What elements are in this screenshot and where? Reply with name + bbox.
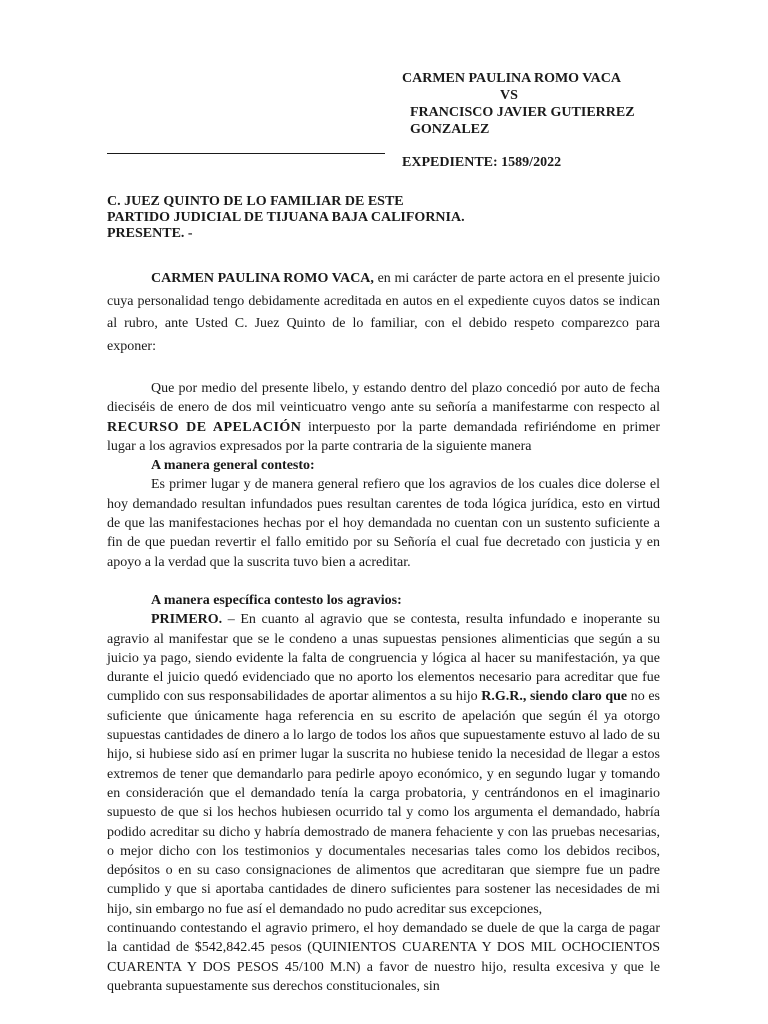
paragraph-general (107, 475, 660, 571)
addressee-line3: PRESENTE. - (107, 226, 193, 241)
paragraph-continuando: continuando contestando el agravio primero, el hoy demandado se duele de que la carga de pagar la cantidad de $542,842.45 pesos (QUINIENTOS CUARENTA Y DOS MIL OCHOCIENTOS CUARENTA Y DOS PESOS 45/100 M.N) a favor de nuestro hijo, resulta excesiva y que le quebranta supuestamente sus derechos constitucionales, sin (107, 921, 660, 994)
rgr-label: R.G.R., siendo claro que (481, 689, 628, 705)
paragraph-primero-text-a: – En cuanto al agravio que se contesta, resulta infundado e inoperante su agravio al manifestar que se le condeno a unas supuestas pensiones alimenticias que según a su juicio ya pago, siendo evidente la falta de congruencia y lógica al hacer su manifestación, ya que durante el juicio quedó evidenciado que no aporto los elementos necesario para acreditar que fue cumplido con sus responsabilidades de aportar alimentos a su hijo (107, 612, 660, 705)
paragraph-recurso-text-a: Que por medio del presente libelo, y estando dentro del plazo concedió por auto de fecha dieciséis de enero de dos mil veinticuatro vengo ante su señoría a manifestarme con respecto al (107, 381, 660, 416)
addressee-line1: C. JUEZ QUINTO DE LO FAMILIAR DE ESTE (107, 194, 404, 209)
addressee-block (107, 194, 465, 242)
spacer (107, 572, 660, 591)
paragraph-general-text: Es primer lugar y de manera general refiero que los agravios de los cuales dice dolerse el hoy demandado resultan infundados pues resultan carentes de toda lógica jurídica, esto en virtud de que las manifestaciones hechas por el hoy demandada no cuentan con un sustento suficiente a fin de que puedan revertir el fallo emitido por su Señoría el cual fue decretado con justicia y en apoyo a la verdad que la suscrita tuvo bien a acreditar. (107, 477, 660, 570)
defendant-name-line2: GONZALEZ (410, 122, 490, 137)
plaintiff-name: CARMEN PAULINA ROMO VACA (402, 71, 621, 86)
heading-especifica: A manera específica contesto los agravios: (151, 592, 402, 608)
versus-label: VS (500, 88, 518, 103)
paragraph-recurso (107, 379, 660, 456)
primero-label: PRIMERO. (151, 612, 223, 628)
recurso-apelacion-label: RECURSO DE APELACIÓN (107, 419, 302, 435)
case-number: EXPEDIENTE: 1589/2022 (402, 155, 562, 170)
paragraph-primero (107, 610, 660, 919)
intro-name: CARMEN PAULINA ROMO VACA, (151, 271, 374, 286)
case-parties (402, 70, 635, 138)
body-section (107, 379, 660, 996)
addressee-line2: PARTIDO JUDICIAL DE TIJUANA BAJA CALIFORNIA. (107, 210, 465, 225)
intro-text: en mi carácter de parte actora en el presente juicio cuya personalidad tengo debidamente acreditada en autos en el expediente cuyos datos se indican al rubro, ante Usted C. Juez Quinto de lo familiar, con el debido respeto comparezco para exponer: (107, 271, 660, 354)
intro-paragraph (107, 268, 660, 358)
paragraph-primero-text-b: no es suficiente que únicamente haga referencia en su escrito de apelación que según él ya otorgo supuestas cantidades de dinero a lo largo de todos los años que supuestamente estuvo al lado de su hijo, si hubiese sido así en primer lugar la suscrita no hubiese tenido la necesidad de llegar a estos extremos de tener que demandarlo para pedirle apoyo económico, y en segundo lugar y tomando en consideración que el demandado tenía la carga probatoria, y centrándonos en el imaginario supuesto de que si los hechos hubiesen ocurrido tal y como los argumenta el demandado, habría podido acreditar su dicho y habría demostrado de manera fehaciente y con las pruebas necesarias, o mejor dicho con los testimonios y documentales necesarias tales como los debidos recibos, depósitos o en su caso consignaciones de alimentos que acreditaran que siempre fue un padre cumplido y que si aportaba cantidades de dinero suficientes para sostener las necesidades de mi hijo, sin embargo no fue así el demandado no pudo acreditar sus excepciones, (107, 689, 660, 917)
defendant-name-line1: FRANCISCO JAVIER GUTIERREZ (410, 105, 635, 120)
heading-general: A manera general contesto: (151, 458, 315, 474)
paragraph-recurso-text-b: interpuesto por la parte demandada refiriéndome en primer lugar a los agravios expresados por la parte contraria de la siguiente manera (107, 419, 660, 454)
signature-line (107, 153, 385, 154)
